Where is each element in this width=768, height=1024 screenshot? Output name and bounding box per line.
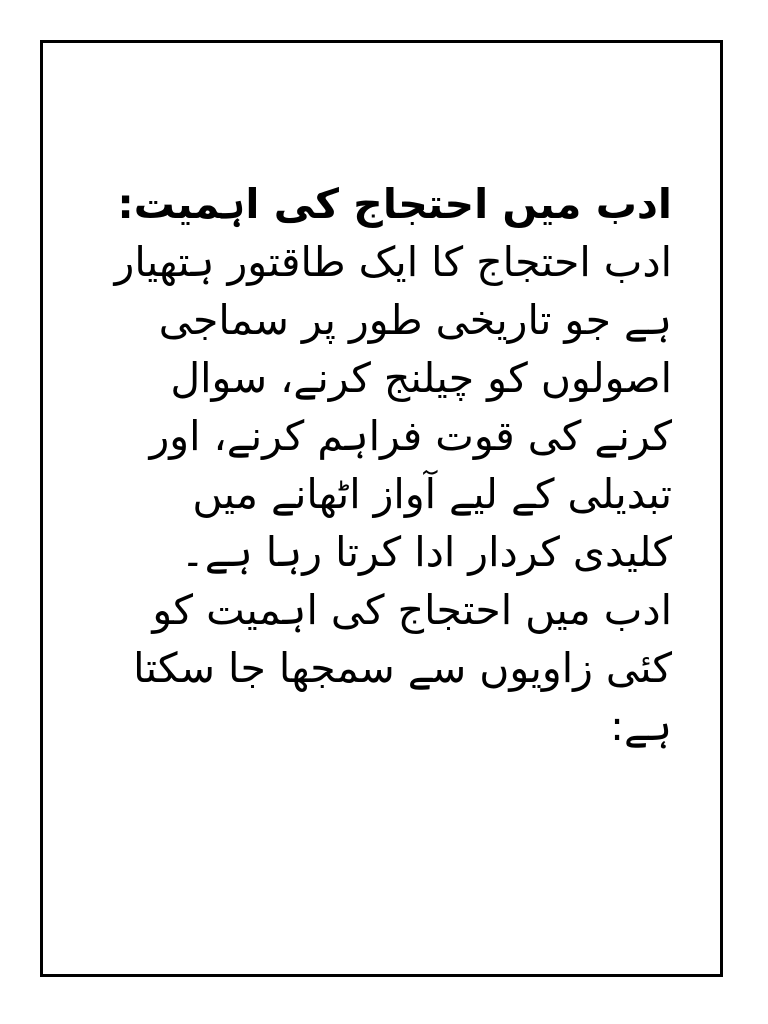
page-content: [113, 165, 672, 755]
body-paragraph: ادب احتجاج کا ایک طاقتور ہتھیار ہے جو تاریخی طور پر سماجی اصولوں کو چیلنج کرنے، سوال کرنے کی قوت فراہم کرنے، اور تبدیلی کے لیے آواز اٹھانے میں کلیدی کردار ادا کرتا رہا ہے۔ ادب میں احتجاج کی اہمیت کو کئی زاویوں سے سمجھا جا سکتا ہے:: [114, 238, 672, 750]
document-page: [40, 40, 723, 977]
section-heading: ادب میں احتجاج کی اہمیت:: [117, 180, 672, 228]
